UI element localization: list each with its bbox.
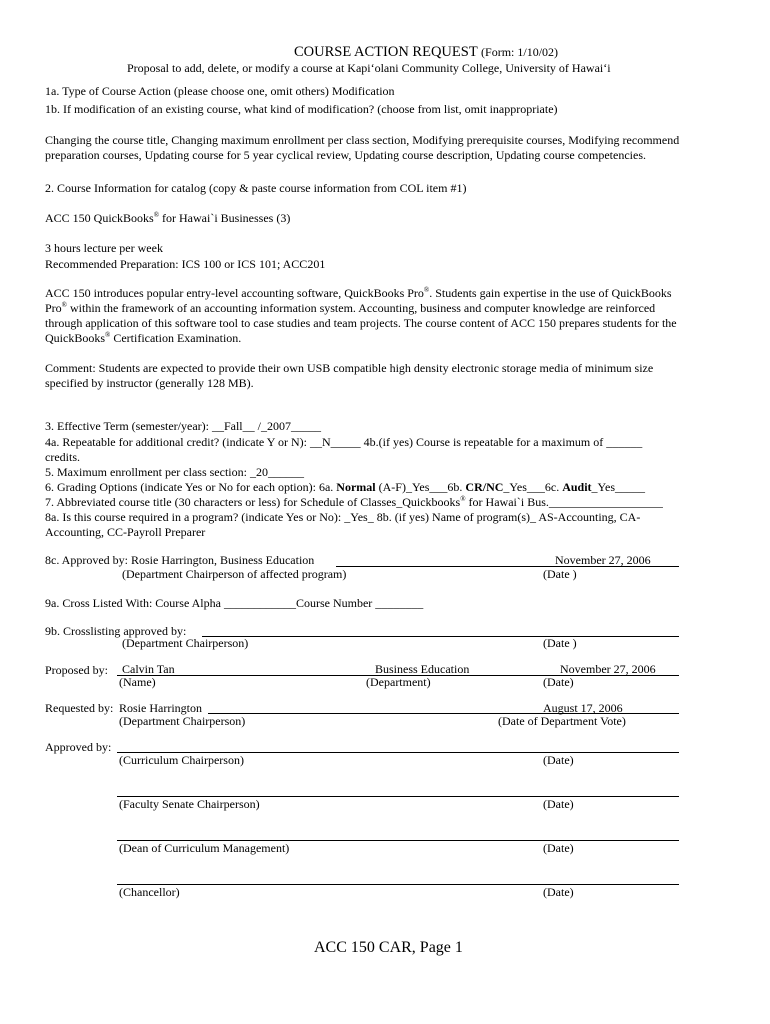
requested-date-role: (Date of Department Vote) — [498, 714, 626, 728]
course-hours: 3 hours lecture per week — [45, 241, 163, 255]
approval-8c-date-label: (Date ) — [543, 567, 577, 581]
requested-role: (Department Chairperson) — [119, 714, 246, 728]
abbrev-title-text: for Hawai`i Bus.___________________ — [465, 495, 663, 509]
registered-mark: ® — [105, 331, 111, 339]
form-title-text: COURSE ACTION REQUEST — [294, 44, 478, 60]
question-5-max-enrollment: 5. Maximum enrollment per class section: _20______ — [45, 465, 304, 479]
question-8a-program-required: 8a. Is this course required in a program? (indicate Yes or No): _Yes_ 8b. (if yes) Name of program(s)_ AS-Accounting, CA- — [45, 510, 641, 524]
senate-chair-role: (Faculty Senate Chairperson) — [119, 797, 260, 811]
grading-audit-label: Audit — [562, 480, 592, 494]
question-4a-continued: credits. — [45, 450, 80, 464]
description-text: Pro — [45, 301, 62, 315]
curriculum-date-label: (Date) — [543, 753, 574, 767]
proposed-by-label: Proposed by: — [45, 663, 108, 677]
crosslisting-approved-label: 9b. Crosslisting approved by: — [45, 624, 187, 638]
proposed-by-name: Calvin Tan — [122, 662, 175, 676]
question-3-effective-term: 3. Effective Term (semester/year): __Fall__ /_2007_____ — [45, 419, 321, 433]
description-text: within the framework of an accounting information system. Accounting, business and computer knowledge are reinforced — [67, 301, 656, 315]
question-6-grading-options — [45, 480, 645, 495]
course-title-part-2: for Hawai`i Businesses (3) — [159, 211, 291, 225]
grading-text: 6. Grading Options (indicate Yes or No for each option): 6a. — [45, 480, 337, 494]
form-title — [294, 45, 558, 60]
course-description-line-2 — [45, 301, 655, 316]
course-description-line-1 — [45, 286, 672, 301]
question-1a: 1a. Type of Course Action (please choose one, omit others) Modification — [45, 84, 395, 98]
grading-normal-label: Normal — [336, 480, 376, 494]
crosslisting-date-label: (Date ) — [543, 636, 577, 650]
dean-role: (Dean of Curriculum Management) — [119, 841, 290, 855]
senate-date-label: (Date) — [543, 797, 574, 811]
abbrev-title-text: 7. Abbreviated course title (30 characters or less) for Schedule of Classes_Quickbooks — [45, 495, 461, 509]
grading-text: _Yes_____ — [591, 480, 646, 494]
grading-crnc-label: CR/NC — [465, 480, 504, 494]
registered-mark: ® — [460, 495, 466, 503]
recommended-preparation: Recommended Preparation: ICS 100 or ICS 101; ACC201 — [45, 257, 326, 271]
approval-8c-label: 8c. Approved by: Rosie Harrington, Business Education — [45, 553, 315, 567]
requested-by-date: August 17, 2006 — [543, 701, 623, 715]
registered-mark: ® — [61, 301, 67, 309]
question-7-abbreviated-title — [45, 495, 663, 510]
comment-line-1: Comment: Students are expected to provide their own USB compatible high density electronic storage media of minimum size — [45, 361, 654, 375]
course-title-part-1: ACC 150 QuickBooks — [45, 211, 154, 225]
modification-list-line-2: preparation courses, Updating course for 5 year cyclical review, Updating course description, Updating course competencies. — [45, 148, 647, 162]
form-id: (Form: 1/10/02) — [481, 45, 559, 59]
form-subtitle: Proposal to add, delete, or modify a course at Kapi‘olani Community College, University of Hawai‘i — [127, 61, 611, 75]
signature-line-9b — [202, 636, 679, 637]
course-description-line-4 — [45, 331, 241, 346]
page-footer: ACC 150 CAR, Page 1 — [314, 939, 463, 956]
course-description-line-3: through application of this software tool to case studies and team projects. The course content of ACC 150 prepares students for the — [45, 316, 677, 330]
question-1b: 1b. If modification of an existing course, what kind of modification? (choose from list, omit inappropriate) — [45, 102, 558, 116]
requested-by-label: Requested by: — [45, 701, 114, 715]
question-2: 2. Course Information for catalog (copy & paste course information from COL item #1) — [45, 181, 467, 195]
signature-line-chancellor — [117, 884, 679, 885]
description-text: QuickBooks — [45, 331, 105, 345]
course-catalog-title — [45, 211, 290, 226]
comment-line-2: specified by instructor (generally 128 MB). — [45, 376, 254, 390]
question-4a-repeatable: 4a. Repeatable for additional credit? (indicate Y or N): __N_____ 4b.(if yes) Course is repeatable for a maximum of ______ — [45, 435, 643, 449]
proposed-name-role: (Name) — [119, 675, 156, 689]
description-text: ACC 150 introduces popular entry-level accounting software, QuickBooks Pro — [45, 286, 424, 300]
modification-list-line-1: Changing the course title, Changing maximum enrollment per class section, Modifying prerequisite courses, Modifying recommend — [45, 133, 680, 147]
approved-by-label: Approved by: — [45, 740, 112, 754]
dean-date-label: (Date) — [543, 841, 574, 855]
crosslisting-role: (Department Chairperson) — [122, 636, 249, 650]
requested-by-name: Rosie Harrington — [119, 701, 202, 715]
approval-8c-role: (Department Chairperson of affected program) — [122, 567, 347, 581]
chancellor-date-label: (Date) — [543, 885, 574, 899]
description-text: Certification Examination. — [110, 331, 242, 345]
grading-text: (A-F)_Yes___6b. — [375, 480, 466, 494]
registered-mark: ® — [423, 286, 430, 294]
grading-text: _Yes___6c. — [503, 480, 563, 494]
crosslisted-with: 9a. Cross Listed With: Course Alpha ____________Course Number ________ — [45, 596, 424, 610]
registered-mark: ® — [153, 211, 160, 219]
description-text: . Students gain expertise in the use of QuickBooks — [429, 286, 672, 300]
question-8a-continued: Accounting, CC-Payroll Preparer — [45, 525, 206, 539]
chancellor-role: (Chancellor) — [119, 885, 180, 899]
curriculum-chair-role: (Curriculum Chairperson) — [119, 753, 244, 767]
approval-8c-date: November 27, 2006 — [555, 553, 651, 567]
proposed-by-department: Business Education — [375, 662, 470, 676]
proposed-by-date: November 27, 2006 — [560, 662, 656, 676]
proposed-department-role: (Department) — [366, 675, 431, 689]
proposed-date-label: (Date) — [543, 675, 574, 689]
